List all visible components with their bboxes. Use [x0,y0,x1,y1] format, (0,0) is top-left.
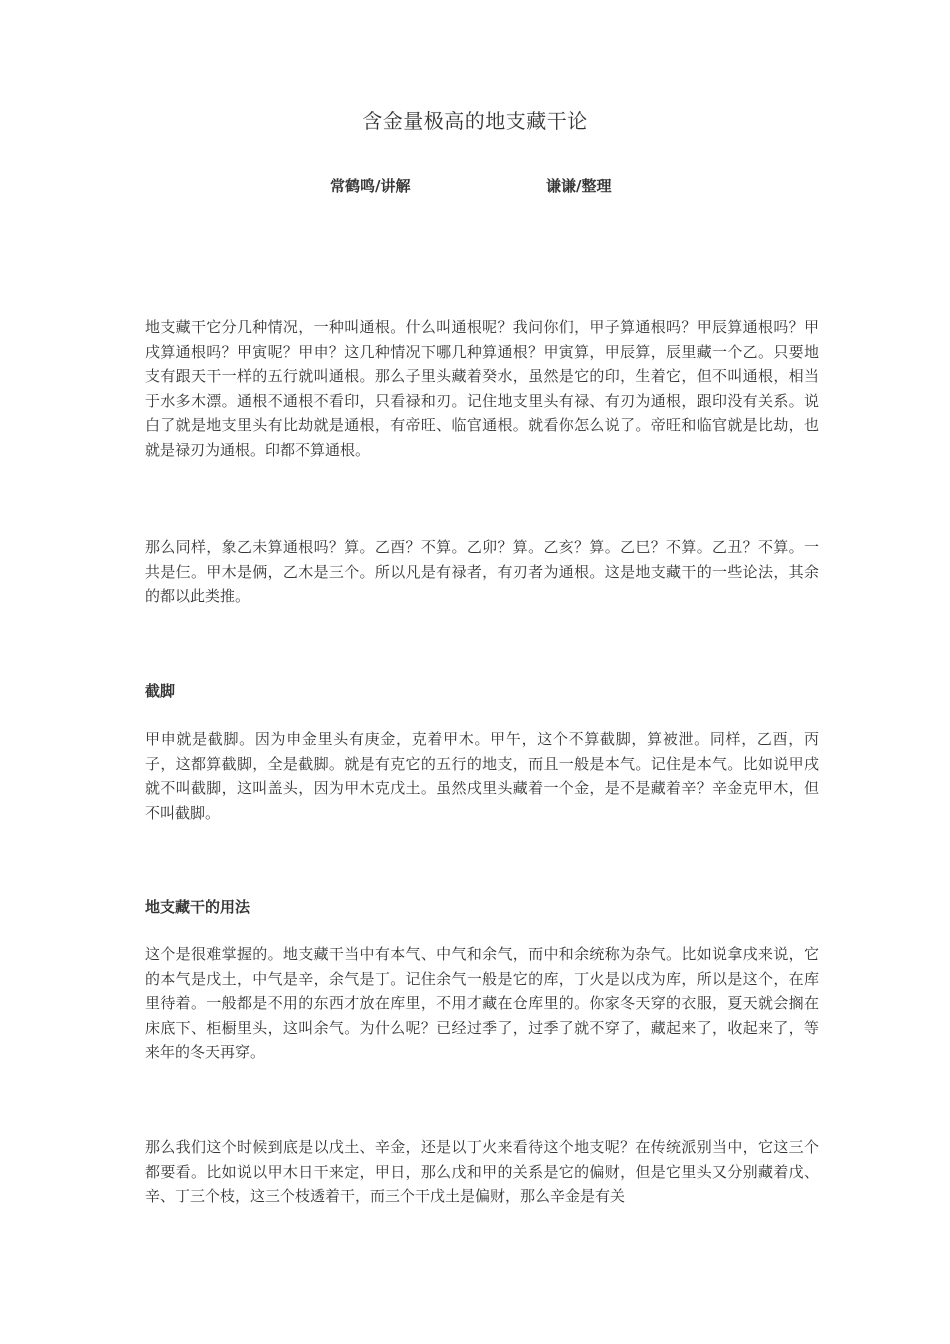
section-heading-usage: 地支藏干的用法 [145,898,251,916]
paragraph-jiejiao: 甲申就是截脚。因为申金里头有庚金，克着甲木。甲午，这个不算截脚，算被泄。同样，乙酉，丙子，这都算截脚，全是截脚。就是有克它的五行的地支，而且一般是本气。记住是本气。比如说甲戌就不叫截脚，这叫盖头，因为甲木克戊土。虽然戌里头藏着一个金，是不是藏着辛？辛金克甲木，但不叫截脚。 [145,730,819,822]
author-byline: 常鹤鸣/讲解 [330,177,411,195]
paragraph-yimu-tonggen: 那么同样，象乙未算通根吗？算。乙酉？不算。乙卯？算。乙亥？算。乙巳？不算。乙丑？不算。一共是仨。甲木是俩，乙木是三个。所以凡是有禄者，有刃者为通根。这是地支藏干的一些论法，其余的都以此类推。 [145,538,819,605]
paragraph-usage: 这个是很难掌握的。地支藏干当中有本气、中气和余气，而中和余统称为杂气。比如说拿戌来说，它的本气是戊土，中气是辛，余气是丁。记住余气一般是它的库，丁火是以戌为库，所以是这个，在库里待着。一般都是不用的东西才放在库里，不用才藏在仓库里的。你家冬天穿的衣服，夏天就会搁在床底下、柜橱里头，这叫余气。为什么呢？已经过季了，过季了就不穿了，藏起来了，收起来了，等来年的冬天再穿。 [145,945,819,1061]
document-title: 含金量极高的地支藏干论 [362,109,588,133]
paragraph-tonggen: 地支藏干它分几种情况，一种叫通根。什么叫通根呢？我问你们，甲子算通根吗？甲辰算通根吗？甲戌算通根吗？甲寅呢？甲申？这几种情况下哪几种算通根？甲寅算，甲辰算，辰里藏一个乙。只要地支有跟天干一样的五行就叫通根。那么子里头藏着癸水，虽然是它的印，生着它，但不叫通根，相当于水多木漂。通根不通根不看印，只看禄和刃。记住地支里头有禄、有刃为通根，跟印没有关系。说白了就是地支里头有比劫就是通根，有帝旺、临官通根。就看你怎么说了。帝旺和临官就是比劫，也就是禄刃为通根。印都不算通根。 [145,318,819,459]
paragraph-continuation: 那么我们这个时候到底是以戊土、辛金，还是以丁火来看待这个地支呢？在传统派别当中，它这三个都要看。比如说以甲木日干来定，甲日，那么戊和甲的关系是它的偏财，但是它里头又分别藏着戊、辛、丁三个枝，这三个枝透着干，而三个干戊土是偏财，那么辛金是有关 [145,1138,819,1205]
editor-byline: 谦谦/整理 [546,177,612,195]
section-heading-jiejiao: 截脚 [145,682,176,700]
